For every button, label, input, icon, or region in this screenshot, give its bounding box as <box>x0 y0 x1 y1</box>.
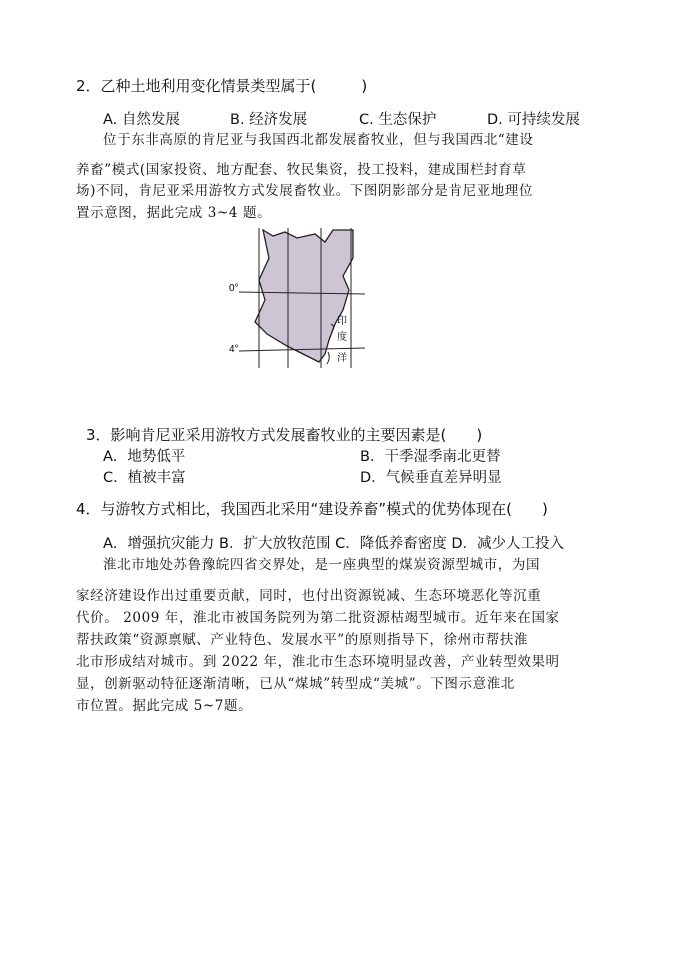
q4-options: A．增强抗灾能力 B．扩大放牧范围 C．降低养畜密度 D．减少人工投入 <box>103 536 564 552</box>
question-2-stem: 2．乙种土地利用变化情景类型属于( ) <box>76 77 368 95</box>
passage-huaibei-line-5: 北市形成结对城市。到 2022 年，淮北市生态环境明显改善，产业转型效果明 <box>76 654 560 670</box>
passage-kenya-line-4: 置示意图，据此完成 3~4 题。 <box>76 205 272 221</box>
passage-huaibei-line-6: 显，创新驱动特征逐渐清晰，已从“煤城”转型成“美城”。下图示意淮北 <box>76 676 515 692</box>
q3-option-d: D．气候垂直差异明显 <box>360 470 502 486</box>
passage-kenya-line-3: 场)不同，肯尼亚采用游牧方式发展畜牧业。下图阴影部分是肯尼亚地理位 <box>76 183 534 199</box>
lat-label-4: 4° <box>229 344 239 355</box>
passage-kenya-line-2: 养畜”模式(国家投资、地方配套、牧民集资，投工投料，建成围栏封育草 <box>76 162 527 178</box>
passage-huaibei-line-7: 市位置。据此完成 5~7题。 <box>76 698 253 714</box>
passage-huaibei-line-4: 帮扶政策“资源禀赋、产业特色、发展水平”的原则指导下，徐州市帮扶淮 <box>76 632 529 648</box>
q3-option-a: A．地势低平 <box>103 449 186 465</box>
ocean-label-yin: 印 <box>337 316 347 327</box>
question-4-stem: 4．与游牧方式相比，我国西北采用“建设养畜”模式的优势体现在( ) <box>76 500 548 518</box>
q2-option-a: A. 自然发展 <box>103 112 180 128</box>
question-3-stem: 3．影响肯尼亚采用游牧方式发展畜牧业的主要因素是( ) <box>86 426 483 444</box>
q3-option-c: C．植被丰富 <box>103 470 186 486</box>
q3-option-b: B．干季湿季南北更替 <box>360 449 501 465</box>
passage-kenya-line-1: 位于东非高原的肯尼亚与我国西北都发展畜牧业，但与我国西北“建设 <box>103 132 534 148</box>
ocean-label-du: 度 <box>337 332 347 343</box>
passage-huaibei-line-2: 家经济建设作出过重要贡献，同时，也付出资源锐减、生态环境恶化等沉重 <box>76 588 542 604</box>
lat-label-0: 0° <box>229 283 239 294</box>
passage-huaibei-line-3: 代价。 2009 年，淮北市被国务院列为第二批资源枯竭型城市。近年来在国家 <box>76 610 560 626</box>
passage-huaibei-line-1: 淮北市地处苏鲁豫皖四省交界处，是一座典型的煤炭资源型城市，为国 <box>103 557 541 573</box>
q2-option-b: B. 经济发展 <box>230 112 308 128</box>
q2-option-d: D. 可持续发展 <box>487 112 580 128</box>
kenya-location-map <box>225 228 370 373</box>
q2-option-c: C. 生态保护 <box>359 112 437 128</box>
ocean-label-yang: 洋 <box>337 353 347 364</box>
